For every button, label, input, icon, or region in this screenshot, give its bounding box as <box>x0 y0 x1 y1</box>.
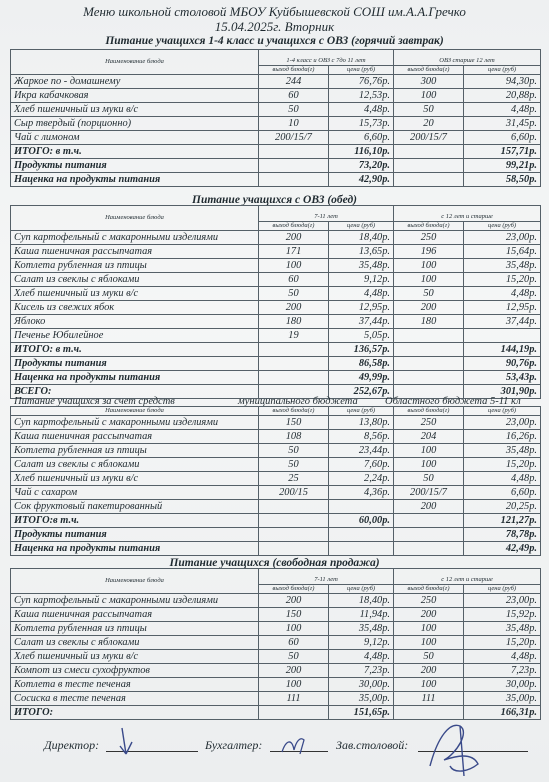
table-row <box>11 245 541 259</box>
price-cell: 37,44р. <box>329 315 394 329</box>
accountant-signature <box>276 730 316 758</box>
price-cell: 30,00р. <box>464 678 541 692</box>
table-row <box>11 430 541 444</box>
portion-cell <box>259 542 329 556</box>
portion-cell <box>259 173 329 187</box>
section-title: Питание учащихся с ОВЗ (обед) <box>192 194 357 206</box>
price-cell: 5,05р. <box>329 329 394 343</box>
price-cell: 7,60р. <box>329 458 394 472</box>
column-group-header: 1-4 класс и ОВЗ с 7до 11 лет <box>259 50 394 66</box>
price-cell: 13,80р. <box>329 416 394 430</box>
portion-cell: 200 <box>259 231 329 245</box>
dish-name-cell: Наценка на продукты питания <box>11 542 259 556</box>
portion-cell: 100 <box>394 273 464 287</box>
section-title: Питание учащихся (свободная продажа) <box>169 557 380 569</box>
dish-name-cell: Хлеб пшеничный из муки в/с <box>11 650 259 664</box>
dish-name-cell: Чай с сахаром <box>11 486 259 500</box>
portion-cell: 200 <box>394 500 464 514</box>
price-cell: 86,58р. <box>329 357 394 371</box>
price-cell: 35,48р. <box>329 622 394 636</box>
menu-table-breakfast <box>10 49 541 187</box>
portion-cell: 100 <box>394 444 464 458</box>
total-row <box>11 514 541 528</box>
column-group-header: 7-11 лет <box>259 206 394 222</box>
portion-cell: 108 <box>259 430 329 444</box>
portion-cell: 20 <box>394 117 464 131</box>
price-cell: 58,50р. <box>464 173 541 187</box>
portion-cell <box>394 173 464 187</box>
price-cell: 23,00р. <box>464 231 541 245</box>
dish-name-cell: ИТОГО: <box>11 706 259 720</box>
dish-name-cell: Наценка на продукты питания <box>11 371 259 385</box>
director-signature <box>112 724 142 764</box>
portion-cell <box>259 706 329 720</box>
portion-cell: 150 <box>259 608 329 622</box>
price-cell: 4,48р. <box>329 103 394 117</box>
table-row <box>11 622 541 636</box>
canteen-head-label: Зав.столовой: <box>336 738 409 752</box>
portion-cell <box>259 357 329 371</box>
price-cell: 151,65р. <box>329 706 394 720</box>
portion-cell: 10 <box>259 117 329 131</box>
dish-name-cell: Салат из свеклы с яблоками <box>11 636 259 650</box>
table-row <box>11 273 541 287</box>
portion-cell: 100 <box>394 259 464 273</box>
table-row <box>11 259 541 273</box>
dish-name-cell: ИТОГО: в т.ч. <box>11 145 259 159</box>
portion-cell <box>394 357 464 371</box>
column-header-dish: Наименование блюда <box>11 206 259 231</box>
portion-cell <box>394 329 464 343</box>
column-header-price: цена (руб) <box>464 585 541 594</box>
dish-name-cell: Печенье Юбилейное <box>11 329 259 343</box>
portion-cell: 250 <box>394 594 464 608</box>
price-cell: 7,23р. <box>329 664 394 678</box>
price-cell: 4,48р. <box>464 287 541 301</box>
dish-name-cell: Хлеб пшеничный из муки в/с <box>11 472 259 486</box>
portion-cell: 100 <box>394 89 464 103</box>
column-header-dish: Наименование блюда <box>11 407 259 416</box>
portion-cell: 200 <box>394 301 464 315</box>
price-cell: 301,90р. <box>464 385 541 399</box>
portion-cell <box>394 371 464 385</box>
price-cell: 90,76р. <box>464 357 541 371</box>
column-header-portion: выход блюда(г) <box>259 66 329 75</box>
portion-cell: 180 <box>394 315 464 329</box>
portion-cell <box>259 371 329 385</box>
price-cell: 13,65р. <box>329 245 394 259</box>
column-header-price: цена (руб) <box>464 222 541 231</box>
dish-name-cell: Продукты питания <box>11 528 259 542</box>
price-cell: 121,27р. <box>464 514 541 528</box>
column-group-header: ОВЗ старше 12 лет <box>394 50 541 66</box>
price-cell: 15,73р. <box>329 117 394 131</box>
portion-cell: 50 <box>259 444 329 458</box>
menu-table-lunch <box>10 205 541 399</box>
price-cell: 35,48р. <box>464 444 541 458</box>
section-subtitle-regional: Областного бюджета 5-11 кл <box>385 396 521 407</box>
portion-cell <box>259 145 329 159</box>
column-header-price: цена (руб) <box>329 407 394 416</box>
price-cell: 4,48р. <box>464 103 541 117</box>
price-cell: 12,95р. <box>329 301 394 315</box>
total-row <box>11 371 541 385</box>
price-cell: 18,40р. <box>329 594 394 608</box>
portion-cell <box>394 528 464 542</box>
price-cell: 94,30р. <box>464 75 541 89</box>
column-header-portion: выход блюда(г) <box>394 66 464 75</box>
price-cell: 73,20р. <box>329 159 394 173</box>
portion-cell <box>394 159 464 173</box>
price-cell: 252,67р. <box>329 385 394 399</box>
portion-cell: 200 <box>259 664 329 678</box>
price-cell: 78,78р. <box>464 528 541 542</box>
price-cell: 35,00р. <box>329 692 394 706</box>
portion-cell: 171 <box>259 245 329 259</box>
price-cell: 42,90р. <box>329 173 394 187</box>
price-cell: 23,00р. <box>464 594 541 608</box>
price-cell: 23,00р. <box>464 416 541 430</box>
price-cell: 76,76р. <box>329 75 394 89</box>
column-header-portion: выход блюда(г) <box>259 407 329 416</box>
column-header-price: цена (руб) <box>329 585 394 594</box>
portion-cell: 50 <box>259 103 329 117</box>
portion-cell: 200 <box>394 664 464 678</box>
price-cell: 9,12р. <box>329 273 394 287</box>
table-row <box>11 416 541 430</box>
portion-cell: 196 <box>394 245 464 259</box>
price-cell: 6,60р. <box>464 131 541 145</box>
total-row <box>11 542 541 556</box>
total-row <box>11 357 541 371</box>
table-row <box>11 486 541 500</box>
dish-name-cell: Салат из свеклы с яблоками <box>11 273 259 287</box>
column-group-header: с 12 лет и старше <box>394 569 541 585</box>
price-cell: 4,48р. <box>329 650 394 664</box>
price-cell: 4,36р. <box>329 486 394 500</box>
dish-name-cell: Котлета рубленная из птицы <box>11 444 259 458</box>
portion-cell <box>394 145 464 159</box>
price-cell: 8,56р. <box>329 430 394 444</box>
price-cell: 11,94р. <box>329 608 394 622</box>
director-label: Директор: <box>44 738 100 752</box>
price-cell: 12,95р. <box>464 301 541 315</box>
price-cell: 15,92р. <box>464 608 541 622</box>
portion-cell: 150 <box>259 416 329 430</box>
portion-cell: 50 <box>394 650 464 664</box>
portion-cell <box>259 343 329 357</box>
price-cell: 35,00р. <box>464 692 541 706</box>
table-row <box>11 301 541 315</box>
portion-cell <box>259 528 329 542</box>
price-cell: 16,26р. <box>464 430 541 444</box>
price-cell: 6,60р. <box>464 486 541 500</box>
total-row <box>11 343 541 357</box>
canteen-head-signature <box>420 716 490 780</box>
table-row <box>11 458 541 472</box>
table-row <box>11 287 541 301</box>
price-cell: 20,25р. <box>464 500 541 514</box>
section-subtitle-municipal: муниципального бюджета <box>238 396 358 407</box>
price-cell: 15,20р. <box>464 636 541 650</box>
price-cell: 12,53р. <box>329 89 394 103</box>
price-cell: 35,48р. <box>464 622 541 636</box>
portion-cell: 244 <box>259 75 329 89</box>
dish-name-cell: Сосиска в тесте печеная <box>11 692 259 706</box>
price-cell: 15,20р. <box>464 458 541 472</box>
dish-name-cell: Продукты питания <box>11 159 259 173</box>
table-header-row <box>11 206 541 222</box>
price-cell: 15,64р. <box>464 245 541 259</box>
table-row <box>11 608 541 622</box>
portion-cell: 111 <box>394 692 464 706</box>
table-row <box>11 131 541 145</box>
price-cell: 2,24р. <box>329 472 394 486</box>
price-cell: 99,21р. <box>464 159 541 173</box>
portion-cell: 200 <box>394 608 464 622</box>
price-cell: 144,19р. <box>464 343 541 357</box>
portion-cell: 100 <box>394 622 464 636</box>
price-cell: 23,44р. <box>329 444 394 458</box>
portion-cell: 200 <box>259 594 329 608</box>
dish-name-cell: Суп картофельный с макаронными изделиями <box>11 594 259 608</box>
portion-cell <box>259 514 329 528</box>
price-cell: 31,45р. <box>464 117 541 131</box>
dish-name-cell: Хлеб пшеничный из муки в/с <box>11 287 259 301</box>
price-cell <box>329 542 394 556</box>
portion-cell: 100 <box>394 458 464 472</box>
price-cell: 20,88р. <box>464 89 541 103</box>
table-row <box>11 444 541 458</box>
price-cell: 37,44р. <box>464 315 541 329</box>
table-row <box>11 103 541 117</box>
table-row <box>11 117 541 131</box>
portion-cell: 200/15/7 <box>394 131 464 145</box>
column-header-dish: Наименование блюда <box>11 50 259 75</box>
price-cell: 4,48р. <box>329 287 394 301</box>
column-header-portion: выход блюда(г) <box>259 222 329 231</box>
total-row <box>11 173 541 187</box>
column-header-portion: выход блюда(г) <box>394 407 464 416</box>
table-subheader-row <box>11 407 541 416</box>
column-header-portion: выход блюда(г) <box>259 585 329 594</box>
dish-name-cell: Чай с лимоном <box>11 131 259 145</box>
dish-name-cell: Продукты питания <box>11 357 259 371</box>
portion-cell: 250 <box>394 416 464 430</box>
document-date: 15.04.2025г. Вторник <box>214 19 335 34</box>
price-cell <box>464 329 541 343</box>
portion-cell: 250 <box>394 231 464 245</box>
price-cell: 166,31р. <box>464 706 541 720</box>
portion-cell: 180 <box>259 315 329 329</box>
table-row <box>11 472 541 486</box>
price-cell: 18,40р. <box>329 231 394 245</box>
portion-cell: 25 <box>259 472 329 486</box>
menu-table-free-sale <box>10 568 541 720</box>
price-cell: 157,71р. <box>464 145 541 159</box>
table-row <box>11 692 541 706</box>
table-row <box>11 500 541 514</box>
portion-cell: 100 <box>394 636 464 650</box>
price-cell: 49,99р. <box>329 371 394 385</box>
table-row <box>11 75 541 89</box>
portion-cell: 60 <box>259 636 329 650</box>
table-row <box>11 664 541 678</box>
portion-cell: 50 <box>394 287 464 301</box>
dish-name-cell: Сок фруктовый пакетированный <box>11 500 259 514</box>
dish-name-cell: Жаркое по - домашнему <box>11 75 259 89</box>
portion-cell: 300 <box>394 75 464 89</box>
table-row <box>11 594 541 608</box>
table-row <box>11 636 541 650</box>
portion-cell: 204 <box>394 430 464 444</box>
dish-name-cell: Сыр твердый (порционно) <box>11 117 259 131</box>
total-row <box>11 159 541 173</box>
column-header-portion: выход блюда(г) <box>394 585 464 594</box>
dish-name-cell: Котлета рубленная из птицы <box>11 259 259 273</box>
price-cell: 136,57р. <box>329 343 394 357</box>
dish-name-cell: Каша пшеничная рассыпчатая <box>11 608 259 622</box>
table-row <box>11 650 541 664</box>
price-cell: 4,48р. <box>464 650 541 664</box>
table-row <box>11 329 541 343</box>
dish-name-cell: Котлета в тесте печеная <box>11 678 259 692</box>
price-cell: 60,00р. <box>329 514 394 528</box>
price-cell: 116,10р. <box>329 145 394 159</box>
dish-name-cell: Каша пшеничная рассыпчатая <box>11 245 259 259</box>
price-cell <box>329 500 394 514</box>
dish-name-cell: ИТОГО:в т.ч. <box>11 514 259 528</box>
dish-name-cell: Икра кабачковая <box>11 89 259 103</box>
dish-name-cell: Хлеб пшеничный из муки в/с <box>11 103 259 117</box>
portion-cell: 19 <box>259 329 329 343</box>
portion-cell: 100 <box>259 259 329 273</box>
table-header-row <box>11 569 541 585</box>
dish-name-cell: ВСЕГО: <box>11 385 259 399</box>
column-header-portion: выход блюда(г) <box>394 222 464 231</box>
portion-cell: 50 <box>259 287 329 301</box>
portion-cell: 50 <box>394 103 464 117</box>
portion-cell <box>394 514 464 528</box>
dish-name-cell: Котлета рубленная из птицы <box>11 622 259 636</box>
portion-cell <box>259 159 329 173</box>
portion-cell: 60 <box>259 89 329 103</box>
price-cell: 35,48р. <box>329 259 394 273</box>
portion-cell: 50 <box>259 458 329 472</box>
table-row <box>11 315 541 329</box>
column-group-header: с 12 лет и старше <box>394 206 541 222</box>
dish-name-cell: Яблоко <box>11 315 259 329</box>
price-cell: 15,20р. <box>464 273 541 287</box>
dish-name-cell: Кисель из свежих ябок <box>11 301 259 315</box>
portion-cell: 50 <box>259 650 329 664</box>
portion-cell: 111 <box>259 692 329 706</box>
portion-cell: 60 <box>259 273 329 287</box>
dish-name-cell: Каша пшеничная рассыпчатая <box>11 430 259 444</box>
accountant-label: Бухгалтер: <box>205 738 263 752</box>
table-row <box>11 231 541 245</box>
section-title: Питание учащихся 1-4 класс и учащихся с ОВЗ (горячий завтрак) <box>105 35 444 47</box>
price-cell: 9,12р. <box>329 636 394 650</box>
dish-name-cell: ИТОГО: в т.ч. <box>11 343 259 357</box>
column-group-header: 7-11 лет <box>259 569 394 585</box>
section-title: Питание учащихся за счет средств <box>14 396 175 407</box>
price-cell: 6,60р. <box>329 131 394 145</box>
column-header-price: цена (руб) <box>464 66 541 75</box>
total-row <box>11 528 541 542</box>
portion-cell: 100 <box>394 678 464 692</box>
price-cell <box>329 528 394 542</box>
portion-cell: 50 <box>394 472 464 486</box>
menu-table-budget <box>10 406 541 556</box>
portion-cell: 100 <box>259 622 329 636</box>
portion-cell: 100 <box>259 678 329 692</box>
portion-cell <box>394 542 464 556</box>
dish-name-cell: Суп картофельный с макаронными изделиями <box>11 416 259 430</box>
portion-cell: 200/15 <box>259 486 329 500</box>
portion-cell: 200/15/7 <box>259 131 329 145</box>
portion-cell <box>259 500 329 514</box>
dish-name-cell: Суп картофельный с макаронными изделиями <box>11 231 259 245</box>
column-header-price: цена (руб) <box>329 66 394 75</box>
price-cell: 35,48р. <box>464 259 541 273</box>
table-header-row <box>11 50 541 66</box>
document-title: Меню школьной столовой МБОУ Куйбышевской СОШ им.А.А.Гречко <box>83 4 466 19</box>
dish-name-cell: Компот из смеси сухофруктов <box>11 664 259 678</box>
price-cell: 53,43р. <box>464 371 541 385</box>
total-row <box>11 145 541 159</box>
column-header-price: цена (руб) <box>464 407 541 416</box>
price-cell: 42,49р. <box>464 542 541 556</box>
column-header-price: цена (руб) <box>329 222 394 231</box>
price-cell: 30,00р. <box>329 678 394 692</box>
dish-name-cell: Наценка на продукты питания <box>11 173 259 187</box>
portion-cell: 200 <box>259 301 329 315</box>
price-cell: 4,48р. <box>464 472 541 486</box>
portion-cell <box>394 343 464 357</box>
column-header-dish: Наименование блюда <box>11 569 259 594</box>
price-cell: 7,23р. <box>464 664 541 678</box>
table-row <box>11 89 541 103</box>
dish-name-cell: Салат из свеклы с яблоками <box>11 458 259 472</box>
table-row <box>11 678 541 692</box>
portion-cell: 200/15/7 <box>394 486 464 500</box>
